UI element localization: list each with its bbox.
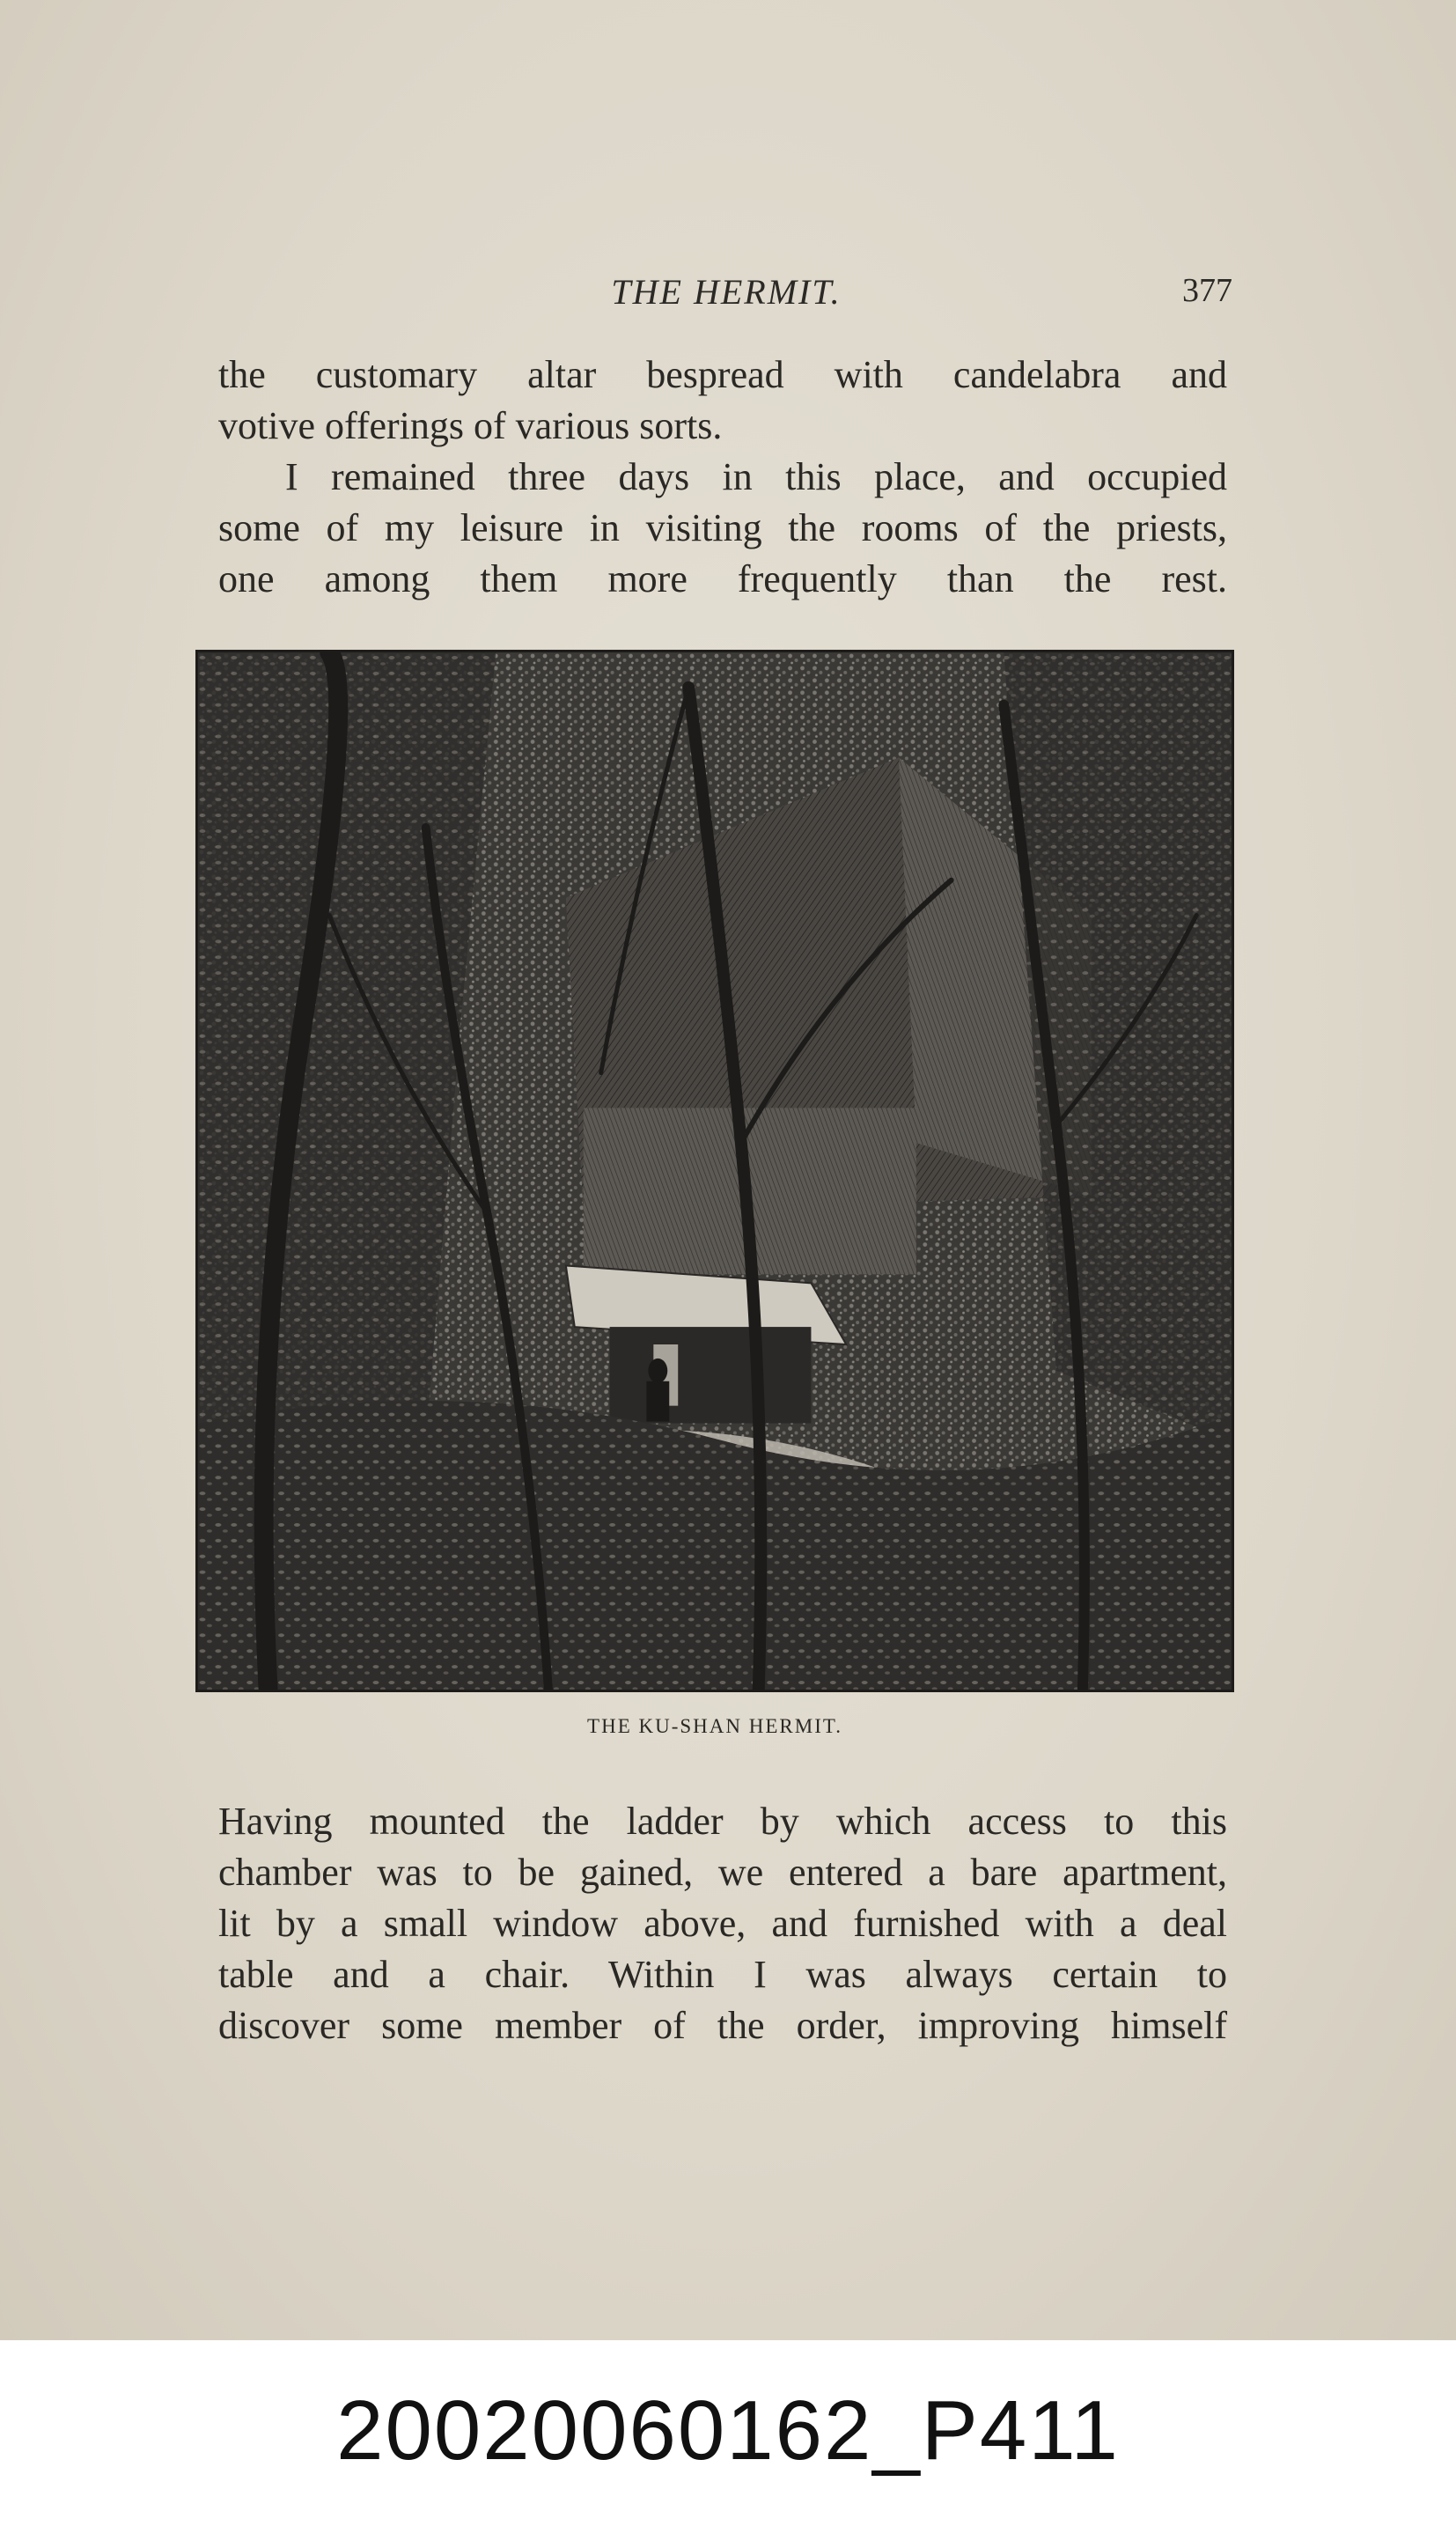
text-block-top <box>218 350 1227 605</box>
text-line: table and a chair. Within I was always certain to <box>218 1953 1227 1996</box>
text-line: I remained three days in this place, and occupied <box>285 455 1227 498</box>
text-line: votive offerings of various sorts. <box>218 404 723 447</box>
running-title: THE HERMIT. <box>611 272 842 312</box>
text-line: chamber was to be gained, we entered a bare apartment, <box>218 1851 1227 1894</box>
text-line: discover some member of the order, improving himself <box>218 2004 1227 2047</box>
text-line: lit by a small window above, and furnished with a deal <box>218 1902 1227 1945</box>
archive-id-label: 20020060162_P411 <box>336 2383 1120 2478</box>
text-line: some of my leisure in visiting the rooms of the priests, <box>218 506 1227 549</box>
text-line: one among them more frequently than the rest. <box>218 557 1227 600</box>
running-head <box>220 271 1232 320</box>
page-number: 377 <box>1182 272 1232 309</box>
engraving-image <box>198 652 1232 1690</box>
text-line: the customary altar bespread with candelabra and <box>218 353 1227 396</box>
forest-hermitage-illustration <box>195 650 1234 1692</box>
text-line: Having mounted the ladder by which access to this <box>218 1800 1227 1843</box>
text-block-bottom <box>218 1796 1227 2051</box>
figure-caption: THE KU-SHAN HERMIT. <box>587 1715 842 1737</box>
